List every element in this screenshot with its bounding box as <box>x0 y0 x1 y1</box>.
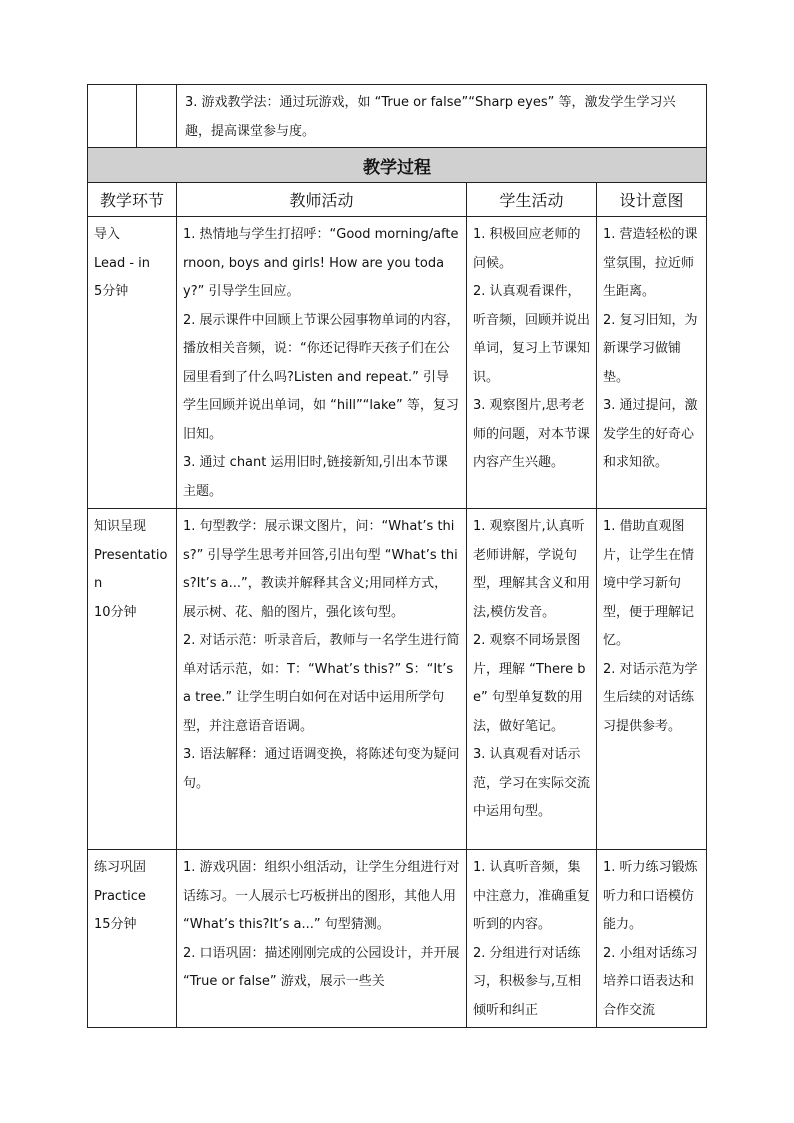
teaching-method-cell <box>177 85 707 148</box>
stage-duration: 5分钟 <box>94 284 129 299</box>
teacher-step: 1. 热情地与学生打招呼：“Good morning/afternoon, boys and girls! How are you today?” 引导学生回应。 <box>183 227 459 299</box>
header-student: 学生活动 <box>467 183 597 217</box>
lesson-plan-page <box>87 84 706 1028</box>
stage-cell <box>88 850 177 1028</box>
table-row <box>88 217 707 509</box>
empty-cell <box>88 85 177 148</box>
student-activity-cell <box>467 217 597 509</box>
stage-english: Presentation <box>94 547 168 591</box>
header-purpose: 设计意图 <box>597 183 707 217</box>
teacher-step: 1. 游戏巩固：组织小组活动，让学生分组进行对话练习。一人展示七巧板拼出的图形，其他人用 “What’s this?It’s a...” 句型猜测。 <box>183 860 460 932</box>
table-row <box>88 509 707 850</box>
student-activity-cell <box>467 509 597 850</box>
purpose-item: 2. 对话示范为学生后续的对话练习提供参考。 <box>603 661 698 734</box>
purpose-item: 3. 通过提问，激发学生的好奇心和求知欲。 <box>603 398 698 470</box>
teacher-step: 3. 通过 chant 运用旧时,链接新知,引出本节课主题。 <box>183 455 448 499</box>
student-step: 1. 积极回应老师的问候。 <box>473 227 581 271</box>
teacher-step: 2. 展示课件中回顾上节课公园事物单词的内容，播放相关音频，说：“你还记得昨天孩子们在公园里看到了什么吗?Listen and repeat.” 引导学生回顾并说出单词，如 “hill”“lake” 等，复习旧知。 <box>183 312 460 442</box>
design-purpose-cell <box>597 217 707 509</box>
header-row <box>88 183 707 217</box>
student-step: 2. 分组进行对话练习，积极参与,互相倾听和纠正 <box>473 945 582 1018</box>
teacher-step: 2. 口语巩固：描述刚刚完成的公园设计，并开展 “True or false” 游戏，展示一些关 <box>183 945 460 989</box>
stage-duration: 10分钟 <box>94 604 137 620</box>
student-activity-cell <box>467 850 597 1028</box>
student-step: 1. 观察图片,认真听老师讲解，学说句型，理解其含义和用法,模仿发音。 <box>473 519 591 620</box>
student-step: 2. 认真观看课件，听音频，回顾并说出单词，复习上节课知识。 <box>473 284 591 385</box>
student-step: 2. 观察不同场景图片，理解 “There be” 句型单复数的用法，做好笔记。 <box>473 633 586 734</box>
purpose-item: 1. 借助直观图片，让学生在情境中学习新句型，便于理解记忆。 <box>603 519 695 648</box>
design-purpose-cell <box>597 509 707 850</box>
teaching-method-row <box>88 85 707 148</box>
purpose-item: 1. 听力练习锻炼听力和口语模仿能力。 <box>603 860 698 932</box>
teacher-activity-cell <box>177 217 467 509</box>
stage-cell <box>88 217 177 509</box>
lesson-plan-table <box>87 84 707 1028</box>
student-step: 3. 观察图片,思考老师的问题，对本节课内容产生兴趣。 <box>473 398 591 470</box>
teacher-activity-cell <box>177 509 467 850</box>
student-step: 3. 认真观看对话示范，学习在实际交流中运用句型。 <box>473 747 591 819</box>
stage-duration: 15分钟 <box>94 917 137 932</box>
student-step: 1. 认真听音频，集中注意力，准确重复听到的内容。 <box>473 860 591 932</box>
section-title-row <box>88 148 707 183</box>
purpose-item: 1. 营造轻松的课堂氛围，拉近师生距离。 <box>603 227 698 299</box>
header-stage: 教学环节 <box>88 183 177 217</box>
teacher-step: 1. 句型教学：展示课文图片，问：“What’s this?” 引导学生思考并回答,引出句型 “What’s this?It’s a...”，教读并解释其含义;用同样方式，展示树、花、船的图片，强化该句型。 <box>183 519 458 620</box>
stage-title: 导入 <box>94 227 121 242</box>
teacher-step: 2. 对话示范：听录音后，教师与一名学生进行简单对话示范，如：T：“What’s this?” S：“It’s a tree.” 让学生明白如何在对话中运用所学句型，并注意语音语调。 <box>183 633 460 734</box>
stage-cell <box>88 509 177 850</box>
purpose-item: 2. 复习旧知，为新课学习做铺垫。 <box>603 312 698 385</box>
stage-english: Lead - in <box>94 255 151 271</box>
table-row <box>88 850 707 1028</box>
design-purpose-cell <box>597 850 707 1028</box>
stage-title: 练习巩固 <box>94 860 147 875</box>
purpose-item: 2. 小组对话练习培养口语表达和合作交流 <box>603 945 698 1018</box>
stage-english: Practice <box>94 888 146 904</box>
teacher-activity-cell <box>177 850 467 1028</box>
stage-title: 知识呈现 <box>94 519 147 534</box>
header-teacher: 教师活动 <box>177 183 467 217</box>
section-title: 教学过程 <box>88 148 707 183</box>
teacher-step: 3. 语法解释：通过语调变换，将陈述句变为疑问句。 <box>183 747 460 791</box>
teaching-method-text: 3. 游戏教学法：通过玩游戏，如 “True or false”“Sharp eyes” 等，激发学生学习兴趣，提高课堂参与度。 <box>185 95 676 139</box>
